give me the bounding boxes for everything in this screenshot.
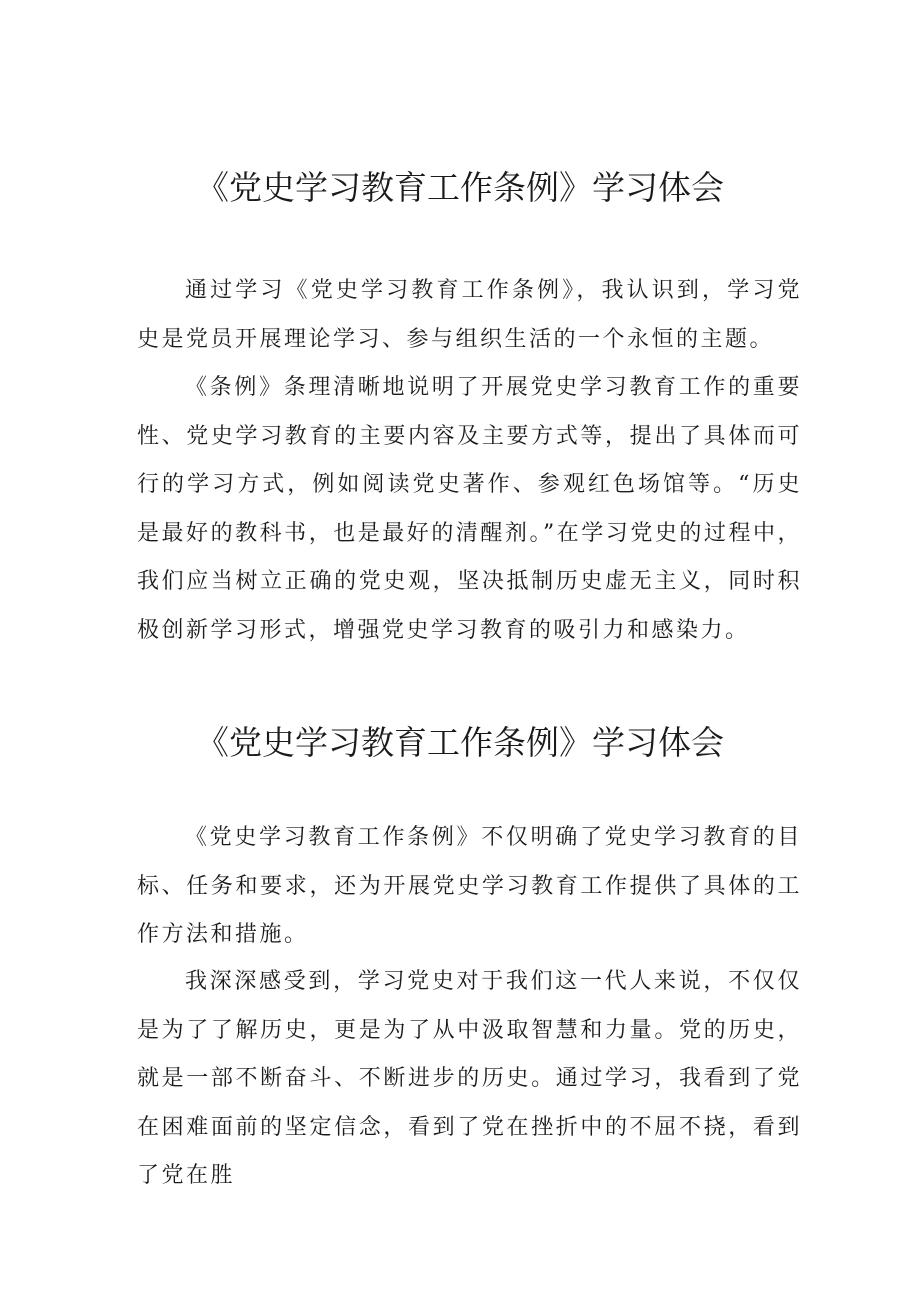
section-2-paragraph-1: 《党史学习教育工作条例》不仅明确了党史学习教育的目标、任务和要求，还为开展党史学习教育工作提供了具体的工作方法和措施。 bbox=[137, 825, 802, 947]
section-1-paragraph-1: 通过学习《党史学习教育工作条例》，我认识到，学习党史是党员开展理论学习、参与组织生活的一个永恒的主题。 bbox=[137, 278, 802, 352]
section-1-title: 《党史学习教育工作条例》学习体会 bbox=[196, 168, 724, 207]
section-2-paragraph-2: 我深深感受到，学习党史对于我们这一代人来说，不仅仅是为了了解历史，更是为了从中汲取智慧和力量。党的历史，就是一部不断奋斗、不断进步的历史。通过学习，我看到了党在困难面前的坚定信念，看到了党在挫折中的不屈不挠，看到了党在胜 bbox=[137, 969, 802, 1188]
section-1-paragraph-2: 《条例》条理清晰地说明了开展党史学习教育工作的重要性、党史学习教育的主要内容及主要方式等，提出了具体而可行的学习方式，例如阅读党史著作、参观红色场馆等。“历史是最好的教科书，也是最好的清醒剂。”在学习党史的过程中，我们应当树立正确的党史观，坚决抵制历史虚无主义，同时积极创新学习形式，增强党史学习教育的吸引力和感染力。 bbox=[137, 375, 802, 643]
section-2-title: 《党史学习教育工作条例》学习体会 bbox=[196, 723, 724, 762]
